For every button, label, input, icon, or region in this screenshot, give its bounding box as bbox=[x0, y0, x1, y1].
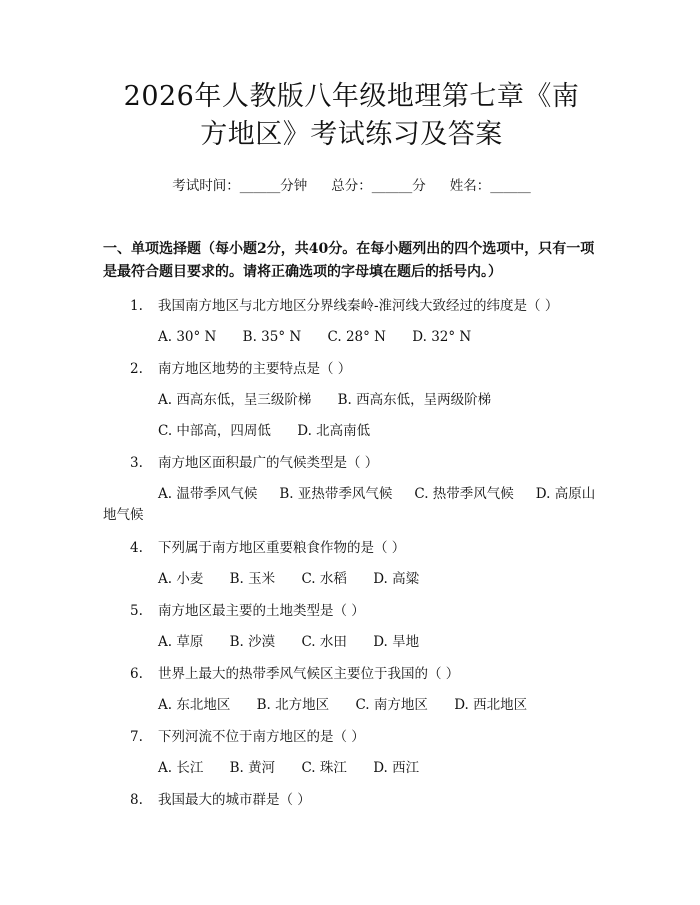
option-c: C. 中部高，四周低 bbox=[158, 423, 271, 439]
option-d: D. 高粱 bbox=[373, 571, 420, 587]
question-7 bbox=[103, 727, 600, 747]
question-text: 南方地区最主要的土地类型是（ ） bbox=[158, 603, 365, 619]
question-2 bbox=[103, 359, 600, 379]
option-b: B. 玉米 bbox=[229, 571, 276, 587]
option-a: A. 东北地区 bbox=[158, 697, 231, 713]
question-number: 6. bbox=[130, 666, 143, 682]
question-text: 南方地区地势的主要特点是（ ） bbox=[158, 361, 352, 377]
question-5-options bbox=[103, 632, 600, 652]
question-3-options bbox=[103, 484, 600, 526]
exam-info-line bbox=[103, 174, 600, 194]
option-b: B. 北方地区 bbox=[256, 697, 330, 713]
question-6-options bbox=[103, 695, 600, 715]
question-text: 我国最大的城市群是（ ） bbox=[158, 792, 311, 808]
option-c: C. 热带季风气候 bbox=[414, 486, 514, 502]
question-4 bbox=[103, 538, 600, 558]
option-a: A. 30° N bbox=[158, 329, 217, 345]
total-score-label: 总分：______分 bbox=[331, 178, 426, 194]
option-a: A. 小麦 bbox=[158, 571, 204, 587]
question-3 bbox=[103, 453, 600, 473]
question-number: 3. bbox=[130, 455, 143, 471]
question-text: 世界上最大的热带季风气候区主要位于我国的（ ） bbox=[158, 666, 460, 682]
question-text: 下列属于南方地区重要粮食作物的是（ ） bbox=[158, 540, 406, 556]
question-number: 7. bbox=[130, 729, 143, 745]
option-c: C. 水稻 bbox=[301, 571, 347, 587]
option-b: B. 沙漠 bbox=[229, 634, 276, 650]
page-title: 2026年人教版八年级地理第七章《南方地区》考试练习及答案 bbox=[123, 81, 580, 150]
question-4-options bbox=[103, 569, 600, 589]
question-text: 我国南方地区与北方地区分界线秦岭-淮河线大致经过的纬度是（ ） bbox=[158, 298, 559, 314]
option-b: B. 亚热带季风气候 bbox=[279, 486, 393, 502]
option-d: D. 西江 bbox=[373, 760, 420, 776]
question-6 bbox=[103, 664, 600, 684]
option-c: C. 28° N bbox=[327, 329, 386, 345]
question-number: 8. bbox=[130, 792, 143, 808]
question-number: 5. bbox=[130, 603, 143, 619]
option-c: C. 水田 bbox=[301, 634, 347, 650]
question-number: 1. bbox=[130, 298, 143, 314]
option-d: D. 北高南低 bbox=[297, 423, 371, 439]
exam-time-label: 考试时间：______分钟 bbox=[172, 178, 308, 194]
question-2-options-row-1 bbox=[103, 390, 600, 410]
question-number: 2. bbox=[130, 361, 143, 377]
option-c: C. 南方地区 bbox=[355, 697, 428, 713]
option-d: D. 32° N bbox=[412, 329, 472, 345]
option-a: A. 温带季风气候 bbox=[158, 486, 258, 502]
question-8 bbox=[103, 790, 600, 810]
option-d: D. 高原山地气候 bbox=[103, 486, 596, 523]
option-a: A. 西高东低，呈三级阶梯 bbox=[158, 392, 312, 408]
question-number: 4. bbox=[130, 540, 143, 556]
option-b: B. 西高东低，呈两级阶梯 bbox=[337, 392, 492, 408]
question-1 bbox=[103, 296, 600, 316]
question-text: 下列河流不位于南方地区的是（ ） bbox=[158, 729, 365, 745]
question-7-options bbox=[103, 758, 600, 778]
question-2-options-row-2 bbox=[103, 421, 600, 441]
option-b: B. 黄河 bbox=[229, 760, 276, 776]
option-b: B. 35° N bbox=[242, 329, 302, 345]
student-name-label: 姓名：______ bbox=[449, 178, 531, 194]
option-a: A. 长江 bbox=[158, 760, 204, 776]
question-5 bbox=[103, 601, 600, 621]
option-d: D. 旱地 bbox=[373, 634, 420, 650]
section-heading-single-choice: 一、单项选择题（每小题2分，共40分。在每小题列出的四个选项中，只有一项是最符合题目要求的。请将正确选项的字母填在题后的括号内。） bbox=[103, 241, 595, 280]
question-text: 南方地区面积最广的气候类型是（ ） bbox=[158, 455, 379, 471]
option-c: C. 珠江 bbox=[301, 760, 347, 776]
option-d: D. 西北地区 bbox=[454, 697, 528, 713]
question-1-options bbox=[103, 327, 600, 347]
option-a: A. 草原 bbox=[158, 634, 204, 650]
